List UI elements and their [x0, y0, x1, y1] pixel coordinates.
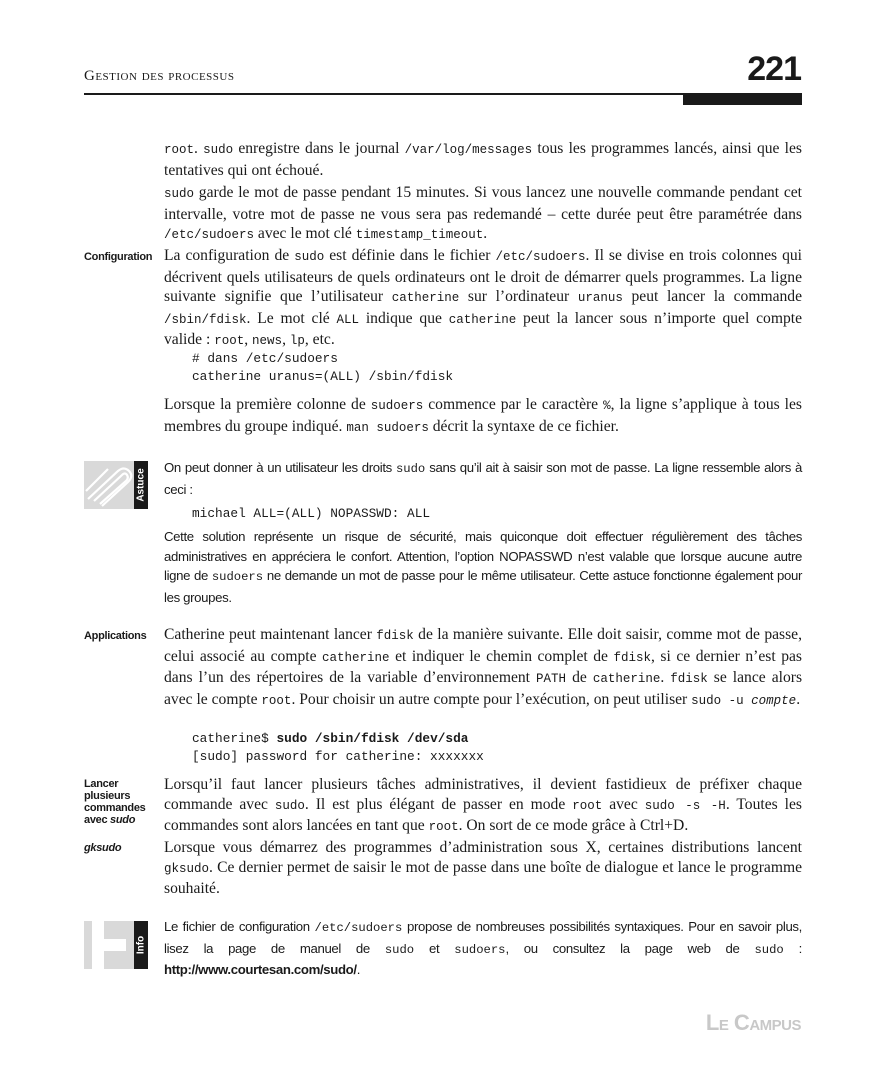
- paragraph-sudo-journal: [164, 139, 802, 180]
- text-run: On peut donner à un utilisateur les droits: [164, 460, 396, 475]
- inline-code: timestamp_timeout: [355, 228, 484, 242]
- code-prompt: catherine$: [192, 731, 277, 746]
- inline-code: fdisk: [613, 650, 652, 665]
- text-run: ne demande un mot de passe pour le même utilisateur. Cette astuce fonctionne également pour les groupes.: [164, 568, 803, 605]
- text-run: de la manière suivante. Elle doit saisir, comme mot de passe, celui associé au compte: [164, 626, 802, 665]
- text-run: , ou consultez la page web de: [505, 940, 755, 956]
- inline-code: gksudo: [164, 861, 210, 876]
- text-run: peut la lancer sous n’importe quel compte valide :: [164, 309, 802, 348]
- text-run: décrit la syntaxe de ce fichier.: [428, 417, 619, 435]
- paragraph-text: [164, 838, 802, 899]
- inline-code: catherine: [322, 650, 390, 665]
- text-run: .: [796, 690, 801, 708]
- paperclip-icon: [84, 461, 134, 509]
- paragraph-sudo-s: [164, 775, 802, 838]
- note-text: [164, 919, 802, 977]
- info-icon: [84, 921, 148, 969]
- inline-code: root: [164, 143, 195, 157]
- text-run: Lorsqu’il faut lancer plusieurs tâches administratives, il devient fastidieux de préfixer chaque commande avec: [164, 776, 802, 813]
- info-tag: Info: [134, 921, 148, 969]
- inline-code: ALL: [336, 312, 360, 327]
- inline-code: sudoers: [211, 570, 264, 584]
- text-run: , si ce dernier n’est pas dans l’un des répertoires de la variable d’environnement: [164, 647, 802, 686]
- inline-code: catherine: [448, 312, 517, 327]
- inline-code: sudo: [395, 462, 426, 476]
- text-run: sans qu’il ait à saisir son mot de passe. La ligne ressemble alors à ceci :: [164, 460, 802, 497]
- text-run: Catherine peut maintenant lancer: [164, 626, 377, 643]
- url-text: http://www.courtesan.com/sudo/: [164, 962, 357, 977]
- text-run: ,: [282, 331, 290, 348]
- text-run: commence par le caractère: [423, 396, 604, 413]
- info-text: [164, 917, 802, 980]
- inline-code: sudoers: [370, 399, 424, 413]
- inline-code: /var/log/messages: [404, 143, 533, 157]
- inline-code: catherine: [391, 291, 460, 305]
- inline-code: catherine: [592, 672, 661, 686]
- paragraph-sudo-timeout: [164, 183, 802, 246]
- code-line: # dans /etc/sudoers: [192, 351, 338, 366]
- inline-code: sudo: [294, 250, 325, 264]
- note-text: [164, 529, 802, 605]
- inline-code: sudo: [274, 798, 305, 813]
- text-run: La configuration de: [164, 247, 295, 264]
- code-block-fdisk: [192, 730, 484, 766]
- inline-code: sudo: [203, 143, 234, 157]
- text-run: Cette solution représente un risque de sécurité, mais quiconque doit effectuer régulièrement des tâches administratives en appréciera le confort. Attention, l’option NOPASSWD n’est valable que lorsque aucune autre ligne de: [164, 529, 802, 583]
- text-run: avec: [602, 795, 645, 813]
- text-run: . Il est plus élégant de passer en mode: [304, 795, 573, 813]
- inline-code: /etc/sudoers: [164, 228, 255, 242]
- text-run: et indiquer le chemin complet de: [389, 647, 614, 665]
- tip-code: michael ALL=(ALL) NOPASSWD: ALL: [192, 506, 431, 521]
- inline-code: /etc/sudoers: [314, 921, 403, 935]
- text-run: enregistre dans le journal: [233, 140, 405, 157]
- text-run: garde le mot de passe pendant 15 minutes. Si vous lancez une nouvelle commande pendant cet intervalle, votre mot de passe ne vous sera pas redemandé – cette durée peut être paramétrée dans: [164, 184, 802, 223]
- margin-label-configuration: Configuration: [84, 251, 153, 263]
- inline-code: compte: [751, 693, 797, 708]
- text-run: .: [356, 962, 361, 977]
- inline-code: sudo: [384, 942, 415, 957]
- text-run: se lance alors avec le compte: [164, 669, 803, 708]
- paragraph-group: [164, 395, 802, 438]
- inline-code: news: [252, 334, 283, 348]
- inline-code: sudo: [164, 187, 195, 201]
- inline-code: man sudoers: [346, 420, 429, 435]
- paragraph-gksudo: [164, 838, 802, 899]
- inline-code: sudoers: [454, 942, 506, 957]
- paragraph-text: [164, 395, 802, 438]
- text-run: , etc.: [304, 331, 335, 348]
- header-bar: [683, 95, 802, 105]
- text-run: .: [483, 225, 488, 242]
- note-text: [164, 460, 802, 497]
- paragraph-text: [164, 625, 802, 711]
- text-run: . Ce dernier permet de saisir le mot de passe dans une boîte de dialogue et lance le programme souhaité.: [164, 858, 802, 897]
- inline-code: root: [214, 334, 245, 348]
- text-run: propose de nombreuses possibilités syntaxiques. Pour en savoir plus, lisez la page de manuel de: [164, 919, 802, 956]
- inline-code: /sbin/fdisk: [164, 312, 247, 327]
- text-run: . Il se divise en trois colonnes qui décrivent quels utilisateurs de quels ordinateurs ont le droit de démarrer quels programmes. La ligne suivante signifie que l’utilisateur: [164, 247, 803, 305]
- margin-label-lancer: Lancer plusieurs commandes avec sudo: [84, 778, 146, 826]
- text-run: Le fichier de configuration: [164, 919, 315, 934]
- inline-code: root: [572, 798, 603, 813]
- text-run: ,: [244, 331, 253, 348]
- inline-code: root: [428, 820, 459, 834]
- tip-icon: [84, 461, 148, 509]
- text-run: .: [660, 669, 671, 686]
- inline-code: sudo: [754, 942, 784, 957]
- tip-tag: Astuce: [134, 461, 148, 509]
- text-run: est définie dans le fichier: [324, 247, 496, 264]
- code-block-sudoers: [192, 350, 453, 386]
- tip-text-1: [164, 458, 802, 499]
- text-run: .: [194, 140, 204, 157]
- inline-code: %: [603, 399, 611, 413]
- info-graphic-icon: [84, 921, 134, 969]
- inline-code: /etc/sudoers: [495, 250, 586, 264]
- paragraph-text: [164, 139, 802, 180]
- text-run: Lorsque vous démarrez des programmes d’administration sous X, certaines distributions lancent: [164, 839, 802, 856]
- page-number: 221: [747, 50, 801, 88]
- text-run: de: [566, 669, 593, 686]
- paragraph-text: [164, 246, 802, 352]
- paragraph-configuration: [164, 246, 802, 352]
- text-run: , la ligne s’applique à tous les membres du groupe indiqué.: [164, 396, 802, 435]
- tip-text-2: [164, 527, 802, 607]
- text-run: indique que: [359, 309, 449, 327]
- text-run: et: [414, 940, 455, 956]
- paragraph-text: [164, 775, 802, 838]
- text-run: peut lancer la commande: [622, 288, 803, 305]
- text-run: tous les programmes lancés, ainsi que les tentatives qui ont échoué.: [164, 140, 803, 179]
- text-run: . Pour choisir un autre compte pour l’exécution, on peut utiliser: [291, 690, 692, 708]
- margin-label-gksudo: gksudo: [84, 842, 122, 854]
- code-command: sudo /sbin/fdisk /dev/sda: [276, 731, 469, 746]
- text-run: . On sort de ce mode grâce à Ctrl+D.: [458, 817, 689, 834]
- chapter-title: Gestion des processus: [84, 68, 235, 84]
- inline-code: fdisk: [670, 672, 708, 686]
- inline-code: sudo -u: [691, 693, 752, 708]
- text-run: Lorsque la première colonne de: [164, 396, 371, 413]
- code-output: [sudo] password for catherine: xxxxxxx: [192, 749, 484, 764]
- inline-code: root: [261, 693, 292, 708]
- inline-code: lp: [289, 334, 305, 348]
- inline-code: PATH: [536, 672, 567, 686]
- text-run: . Le mot clé: [246, 309, 337, 327]
- inline-code: fdisk: [376, 629, 414, 643]
- inline-code: sudo -s -H: [644, 798, 726, 813]
- text-run: avec le mot clé: [254, 225, 356, 242]
- paragraph-applications: [164, 625, 802, 711]
- paragraph-text: [164, 183, 802, 246]
- code-line: catherine uranus=(ALL) /sbin/fdisk: [192, 369, 454, 384]
- text-run: :: [783, 940, 802, 956]
- text-run: . Toutes les commandes sont alors lancées en tant que: [164, 795, 802, 834]
- margin-label-applications: Applications: [84, 630, 147, 642]
- publisher-logo: Le Campus: [705, 1010, 801, 1035]
- text-run: sur l’ordinateur: [459, 288, 578, 305]
- inline-code: uranus: [577, 291, 623, 305]
